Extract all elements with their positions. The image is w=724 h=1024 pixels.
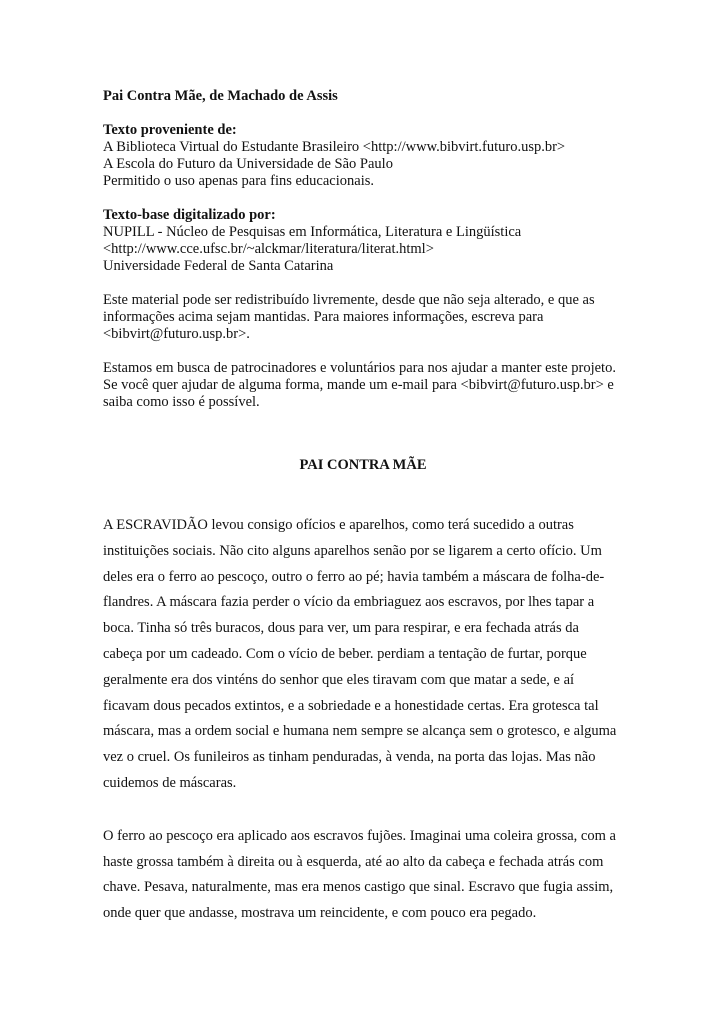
source-line: A Biblioteca Virtual do Estudante Brasileiro <http://www.bibvirt.futuro.usp.br>: [103, 139, 566, 155]
sponsors-line: Estamos em busca de patrocinadores e voluntários para nos ajudar a manter este projeto.: [103, 360, 616, 376]
story-title: PAI CONTRA MÃE: [299, 457, 427, 473]
notice-line: <bibvirt@futuro.usp.br>.: [103, 326, 250, 342]
source-line: Permitido o uso apenas para fins educacionais.: [103, 173, 374, 189]
paragraph-line: flandres. A máscara fazia perder o vício da embriaguez aos escravos, por lhes tapar a: [103, 594, 595, 611]
paragraph-line: boca. Tinha só três buracos, dous para ver, um para respirar, e era fechada atrás da: [103, 620, 579, 637]
digitized-heading: Texto-base digitalizado por:: [103, 207, 276, 223]
paragraph-line: vez o cruel. Os funileiros as tinham penduradas, à venda, na porta das lojas. Mas não: [103, 749, 596, 766]
digitized-block: [103, 207, 623, 275]
paragraph-line: deles era o ferro ao pescoço, outro o ferro ao pé; havia também a máscara de folha-de-: [103, 568, 605, 585]
document-body: [103, 88, 623, 927]
source-line: A Escola do Futuro da Universidade de São Paulo: [103, 156, 393, 172]
digitized-line: Universidade Federal de Santa Catarina: [103, 258, 334, 274]
paragraph-line: O ferro ao pescoço era aplicado aos escravos fujões. Imaginai uma coleira grossa, com a: [103, 827, 616, 844]
story-paragraph-1: [103, 513, 623, 797]
paragraph-line: cabeça por um cadeado. Com o vício de beber. perdiam a tentação de furtar, porque: [103, 645, 587, 662]
paragraph-line: máscara, mas a ordem social e humana nem sempre se alcança sem o grotesco, e alguma: [103, 723, 617, 740]
document-title-line: Pai Contra Mãe, de Machado de Assis: [103, 88, 338, 104]
paragraph-line: cuidemos de máscaras.: [103, 774, 237, 791]
notice-block: [103, 292, 623, 343]
paragraph-line: geralmente era dos vinténs do senhor que eles tiravam com que matar a sede, e aí: [103, 671, 575, 688]
sponsors-block: [103, 360, 623, 411]
source-block: [103, 122, 623, 190]
paragraph-line: haste grossa também à direita ou à esquerda, até ao alto da cabeça e fechada atrás com: [103, 853, 604, 870]
paragraph-line: ficavam dous pecados extintos, e a sobriedade e a honestidade certas. Era grotesca tal: [103, 697, 599, 714]
paragraph-line: A ESCRAVIDÃO levou consigo ofícios e aparelhos, como terá sucedido a outras: [103, 517, 574, 533]
digitized-line: NUPILL - Núcleo de Pesquisas em Informática, Literatura e Lingüística: [103, 224, 522, 240]
source-heading: Texto proveniente de:: [103, 122, 237, 138]
paragraph-line: onde quer que andasse, mostrava um reincidente, e com pouco era pegado.: [103, 905, 537, 922]
notice-line: informações acima sejam mantidas. Para maiores informações, escreva para: [103, 309, 544, 325]
story-paragraph-2: [103, 824, 623, 927]
digitized-line: <http://www.cce.ufsc.br/~alckmar/literatura/literat.html>: [103, 241, 434, 257]
paragraph-line: instituições sociais. Não cito alguns aparelhos senão por se ligarem a certo ofício. Um: [103, 542, 602, 559]
notice-line: Este material pode ser redistribuído livremente, desde que não seja alterado, e que as: [103, 292, 595, 308]
sponsors-line: saiba como isso é possível.: [103, 394, 260, 410]
paragraph-line: chave. Pesava, naturalmente, mas era menos castigo que sinal. Escravo que fugia assim,: [103, 879, 614, 896]
sponsors-line: Se você quer ajudar de alguma forma, mande um e-mail para <bibvirt@futuro.usp.br> e: [103, 377, 614, 393]
